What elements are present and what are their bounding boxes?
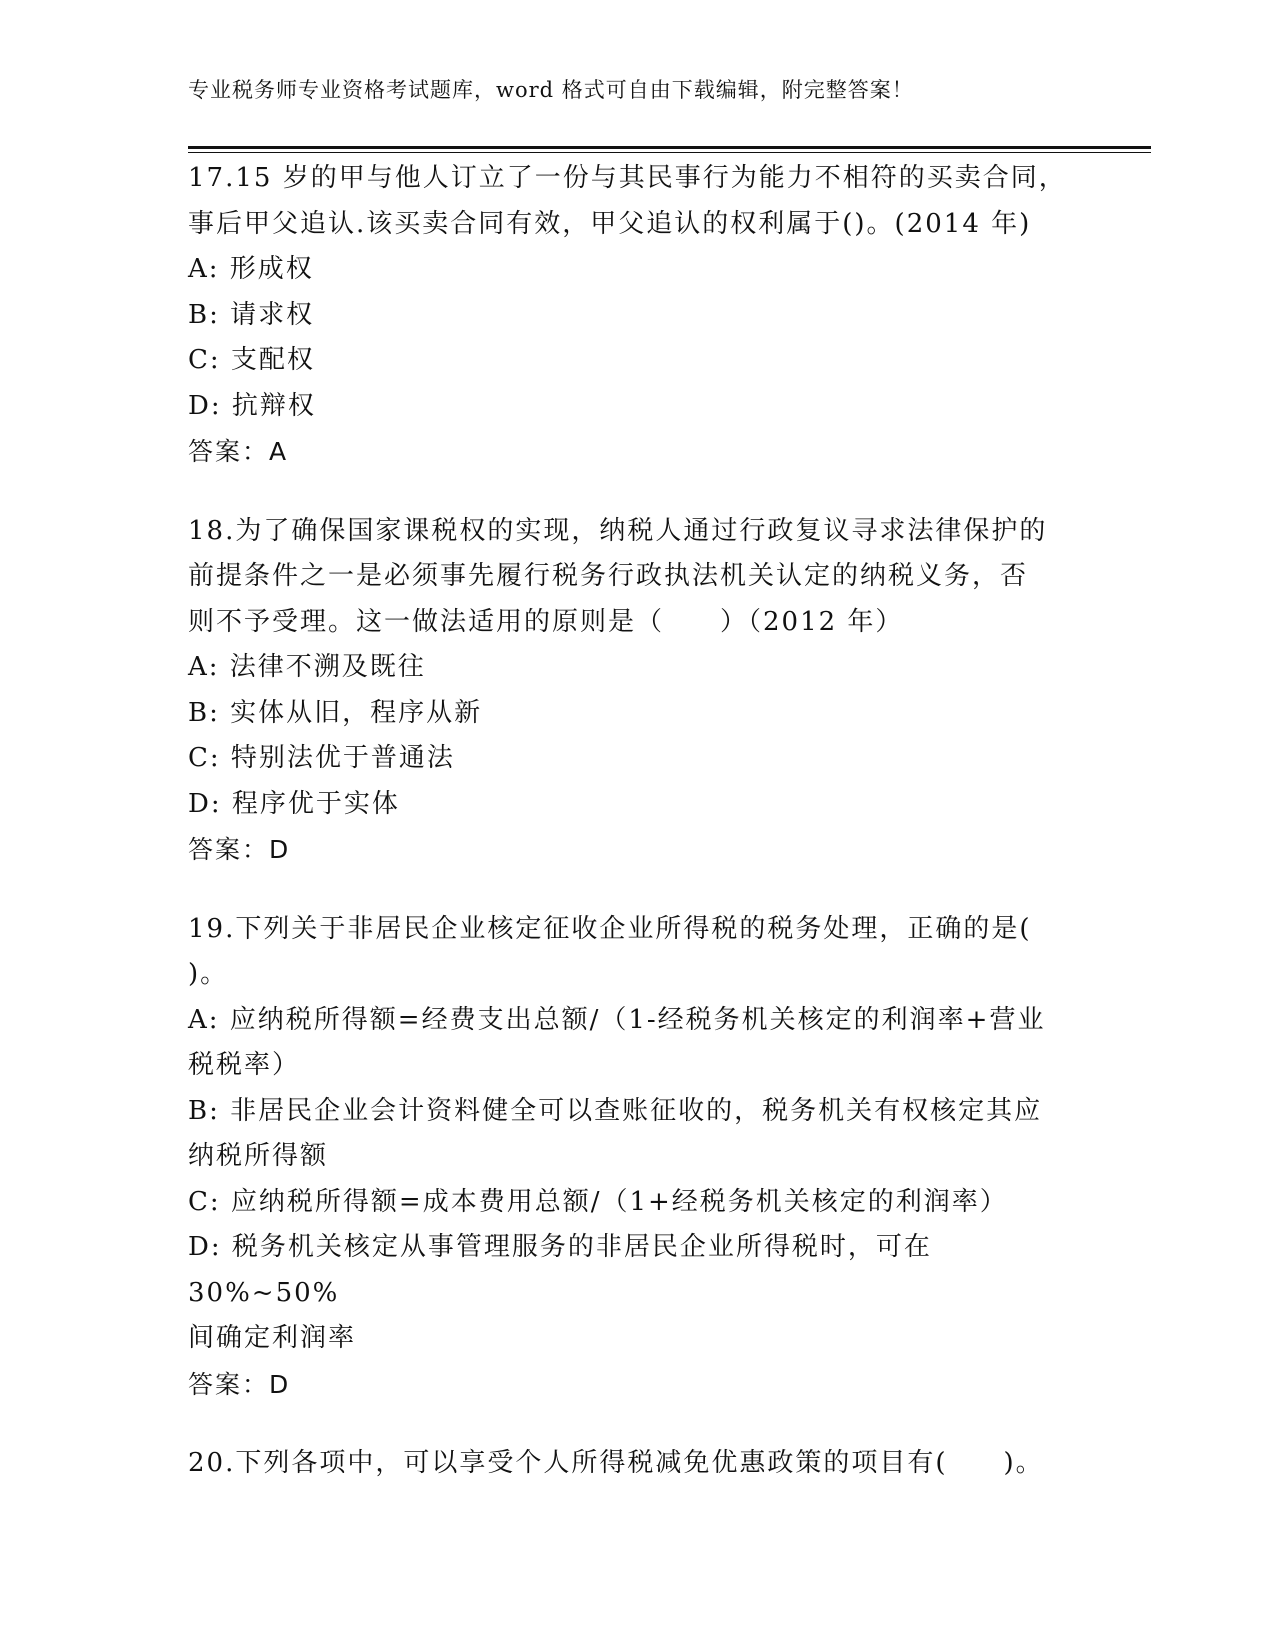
question-stem-line: 17.15 岁的甲与他人订立了一份与其民事行为能力不相符的买卖合同， bbox=[188, 163, 1067, 193]
question-list bbox=[188, 156, 1088, 1487]
option-a: A: 法律不溯及既往 bbox=[188, 652, 426, 682]
option-a: A: 形成权 bbox=[188, 254, 314, 284]
question-20-stem: 20.下列各项中，可以享受个人所得税减免优惠政策的项目有( )。 bbox=[188, 1448, 1044, 1478]
question-19 bbox=[188, 907, 1088, 1408]
header-rule-thick bbox=[188, 146, 1151, 149]
option-b: B: 非居民企业会计资料健全可以查账征收的，税务机关有权核定其应 bbox=[188, 1095, 1043, 1126]
option-c: C: 应纳税所得额=成本费用总额/（1+经税务机关核定的利润率） bbox=[188, 1186, 1008, 1217]
answer-line: 答案：D bbox=[188, 1369, 291, 1399]
option-b: B: 实体从旧，程序从新 bbox=[188, 697, 483, 728]
question-stem-line: 18.为了确保国家课税权的实现，纳税人通过行政复议寻求法律保护的 bbox=[188, 515, 1048, 546]
question-17 bbox=[188, 156, 1088, 475]
option-a-continued: 税税率） bbox=[188, 1050, 301, 1080]
option-a: A: 应纳税所得额=经费支出总额/（1-经税务机关核定的利润率+营业 bbox=[188, 1004, 1046, 1035]
option-b: B: 请求权 bbox=[188, 299, 315, 330]
answer-line: 答案：D bbox=[188, 835, 291, 864]
header-rule-thin bbox=[188, 152, 1151, 153]
option-d: D: 税务机关核定从事管理服务的非居民企业所得税时，可在 30%~50% bbox=[188, 1232, 943, 1308]
question-18 bbox=[188, 509, 1088, 873]
option-d: D: 程序优于实体 bbox=[188, 788, 400, 819]
option-d-continued: 间确定利润率 bbox=[188, 1323, 357, 1353]
option-c: C: 支配权 bbox=[188, 345, 315, 375]
question-stem-line: 则不予受理。这一做法适用的原则是（ ）（2012 年） bbox=[188, 606, 904, 637]
question-stem-line: 19.下列关于非居民企业核定征收企业所得税的税务处理，正确的是( bbox=[188, 913, 1032, 944]
option-b-continued: 纳税所得额 bbox=[188, 1141, 329, 1171]
question-stem-line: )。 bbox=[188, 959, 229, 989]
option-c: C: 特别法优于普通法 bbox=[188, 743, 455, 773]
question-stem-line: 前提条件之一是必须事先履行税务行政执法机关认定的纳税义务，否 bbox=[188, 561, 1029, 591]
option-d: D: 抗辩权 bbox=[188, 390, 316, 421]
question-stem-line: 事后甲父追认.该买卖合同有效，甲父追认的权利属于()。(2014 年) bbox=[188, 208, 1032, 239]
page-header: 专业税务师专业资格考试题库，word 格式可自由下载编辑，附完整答案！ bbox=[188, 78, 914, 102]
answer-line: 答案：A bbox=[188, 437, 289, 466]
